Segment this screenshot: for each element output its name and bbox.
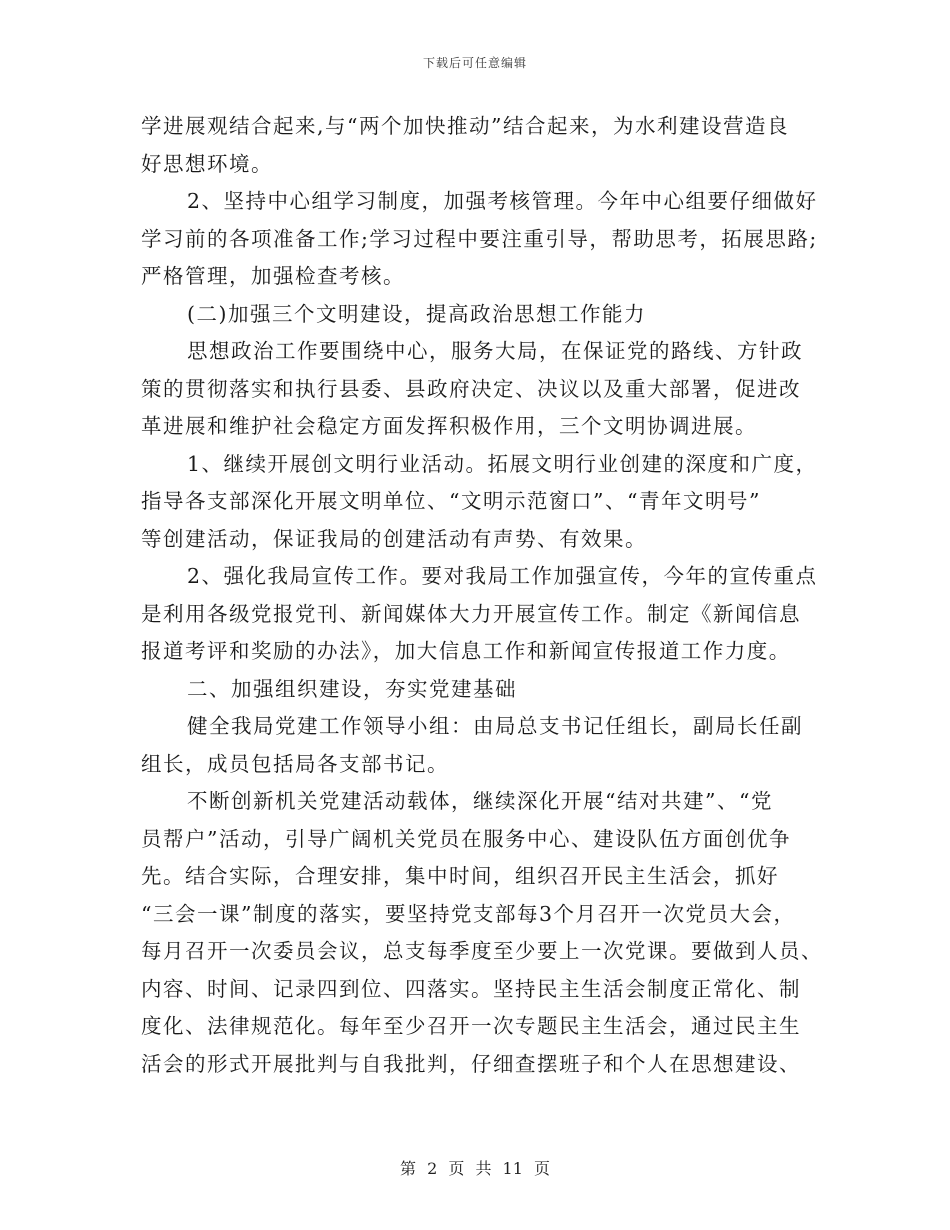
page-number-footer: 第 2 页 共 11 页 <box>400 1159 550 1178</box>
text-line: 报道考评和奖励的办法》，加大信息工作和新闻宣传报道工作力度。 <box>141 639 791 663</box>
text-line: “三会一课”制度的落实，要坚持党支部每3个月召开一次党员大会， <box>141 901 796 926</box>
text-line: 度化、法律规范化。每年至少召开一次专题民主生活会，通过民主生 <box>141 1014 801 1038</box>
text-line: 2、坚持中心组学习制度，加强考核管理。今年中心组要仔细做好 <box>187 189 818 213</box>
text-line: 是利用各级党报党刊、新闻媒体大力开展宣传工作。制定《新闻信息 <box>141 601 801 626</box>
page-header: 下载后可任意编辑 <box>422 56 527 70</box>
text-line: 先。结合实际，合理安排，集中时间，组织召开民主生活会，抓好 <box>141 864 779 888</box>
text-line: 组长，成员包括局各支部书记。 <box>141 751 449 776</box>
text-line: 等创建活动，保证我局的创建活动有声势、有效果。 <box>141 526 647 551</box>
text-line: 1、继续开展创文明行业活动。拓展文明行业创建的深度和广度， <box>187 451 818 476</box>
text-line: 每月召开一次委员会议，总支每季度至少要上一次党课。要做到人员、 <box>141 939 823 963</box>
text-line: 策的贯彻落实和执行县委、县政府决定、决议以及重大部署，促进改 <box>141 376 801 401</box>
text-line: 指导各支部深化开展文明单位、“文明示范窗口”、“青年文明号” <box>141 489 761 513</box>
text-line: 思想政治工作要围绕中心，服务大局，在保证党的路线、方针政 <box>187 339 803 363</box>
text-line: 学进展观结合起来,与“两个加快推动”结合起来，为水利建设营造良 <box>141 114 789 138</box>
text-line: 内容、时间、记录四到位、四落实。坚持民主生活会制度正常化、制 <box>141 976 801 1001</box>
text-line: 不断创新机关党建活动载体，继续深化开展“结对共建”、“党 <box>187 789 773 813</box>
text-line: 好思想环境。 <box>141 151 273 176</box>
section-heading: (二)加强三个文明建设，提高政治思想工作能力 <box>187 301 646 326</box>
text-line: 学习前的各项准备工作;学习过程中要注重引导，帮助思考，拓展思路; <box>141 226 818 251</box>
section-heading: 二、加强组织建设，夯实党建基础 <box>187 676 517 701</box>
text-line: 活会的形式开展批判与自我批判，仔细查摆班子和个人在思想建设、 <box>141 1051 801 1076</box>
text-line: 员帮户”活动，引导广阔机关党员在服务中心、建设队伍方面创优争 <box>141 826 791 851</box>
text-line: 健全我局党建工作领导小组：由局总支书记任组长，副局长任副 <box>187 714 803 738</box>
document-body <box>141 108 821 1083</box>
text-line: 革进展和维护社会稳定方面发挥积极作用，三个文明协调进展。 <box>141 414 757 438</box>
text-line: 严格管理，加强检查考核。 <box>141 264 405 288</box>
text-line: 2、强化我局宣传工作。要对我局工作加强宣传，今年的宣传重点 <box>187 564 818 588</box>
